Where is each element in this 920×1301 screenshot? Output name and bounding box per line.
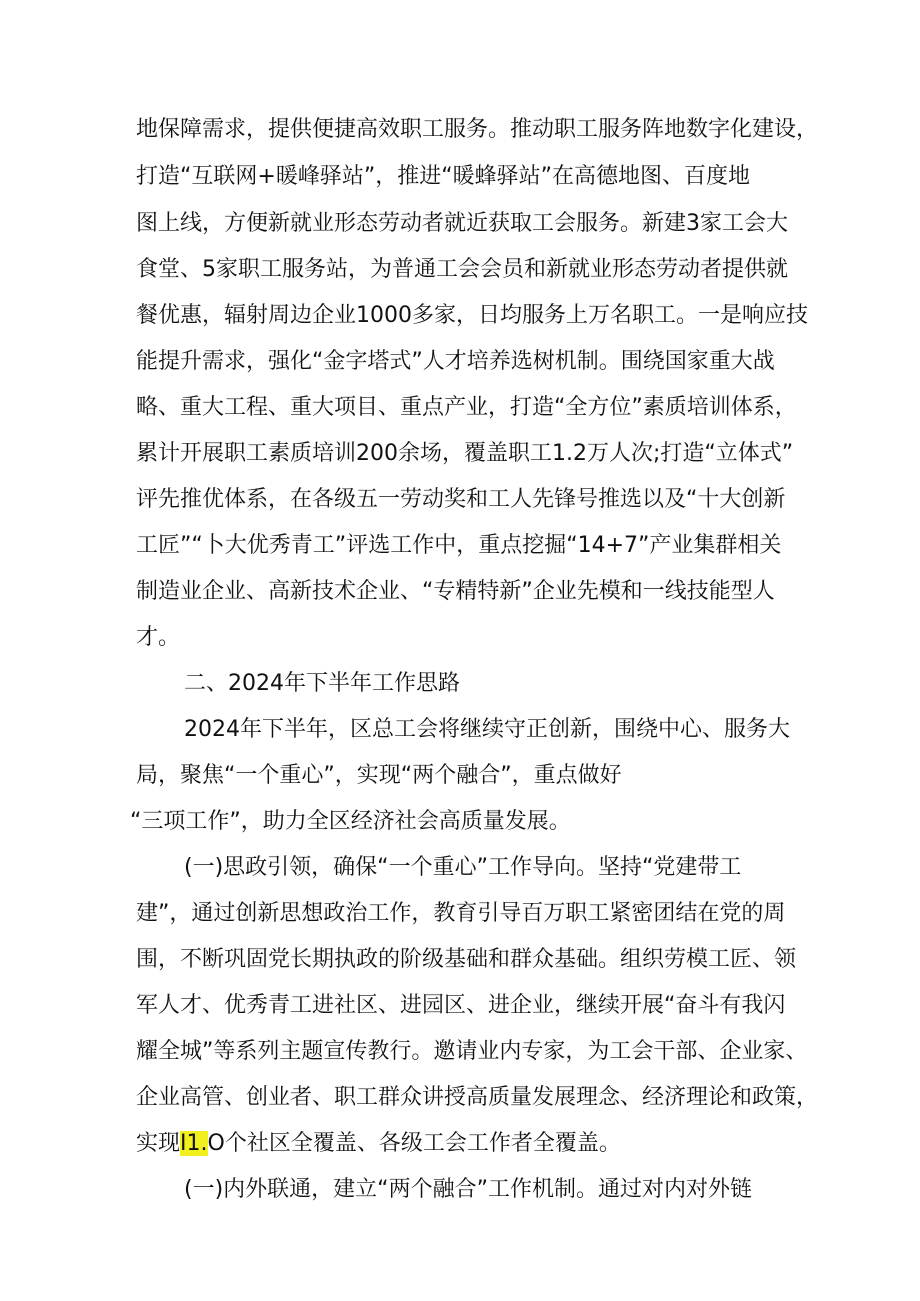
text-line: “三项工作”，助力全区经济社会高质量发展。 — [130, 809, 571, 834]
section-heading: 二、2024年下半年工作思路 — [184, 671, 460, 696]
text-line: 企业高管、创业者、职工群众讲授高质量发展理念、经济理论和政策， — [136, 1085, 819, 1110]
text-line: 餐优惠，辐射周边企业1000多家，日均服务上万名职工。一是响应技 — [136, 303, 808, 328]
text-line: 局，聚焦“一个重心”，实现“两个融合”，重点做好 — [136, 763, 622, 788]
text-line: 制造业企业、高新技术企业、“专精特新”企业先模和一线技能型人 — [136, 579, 775, 604]
text-line: 工匠”“卜大优秀青工”评选工作中，重点挖掘“14+7”产业集群相关 — [136, 533, 782, 558]
text-segment: O个社区全覆盖、各级工会工作者全覆盖。 — [207, 1131, 621, 1156]
text-line: 打造“互联网+暖峰驿站”，推进“暖蜂驿站”在高德地图、百度地 — [136, 164, 751, 189]
text-line: 建”，通过创新思想政治工作，教育引导百万职工紧密团结在党的周 — [136, 901, 786, 926]
text-line: (一)思政引领，确保“一个重心”工作导向。坚持“党建带工 — [184, 855, 742, 880]
text-line: 累计开展职工素质培训200余场，覆盖职工1.2万人次;打造“立体式” — [136, 441, 794, 466]
text-line: 围，不断巩固党长期执政的阶级基础和群众基础。组织劳模工匠、领 — [136, 947, 797, 972]
text-line: 军人才、优秀青工进社区、进园区、进企业，继续开展“奋斗有我闪 — [136, 993, 786, 1018]
text-line: 食堂、5家职工服务站，为普通工会会员和新就业形态劳动者提供就 — [136, 257, 788, 282]
text-segment: 实现 — [136, 1131, 181, 1156]
text-line: 2024年下半年，区总工会将继续守正创新，围绕中心、服务大 — [184, 717, 790, 742]
text-line: 图上线，方便新就业形态劳动者就近获取工会服务。新建3家工会大 — [136, 211, 788, 236]
text-line: 能提升需求，强化“金字塔式”人才培养选树机制。围绕国家重大战 — [136, 349, 775, 374]
text-line: 才。 — [136, 625, 181, 650]
text-line: 评先推优体系，在各级五一劳动奖和工人先锋号推选以及“十大创新 — [136, 487, 786, 512]
text-line: 地保障需求，提供便捷高效职工服务。推动职工服务阵地数字化建设， — [136, 117, 819, 142]
text-line: 略、重大工程、重大项目、重点产业，打造“全方位”素质培训体系， — [136, 395, 797, 420]
highlighted-text: I1. — [180, 1131, 208, 1156]
text-line — [136, 1129, 621, 1159]
text-line: 耀全城”等系列主题宣传教行。邀请业内专家，为工会干部、企业家、 — [136, 1039, 808, 1064]
text-line: (一)内外联通，建立“两个融合”工作机制。通过对内对外链 — [184, 1177, 752, 1202]
